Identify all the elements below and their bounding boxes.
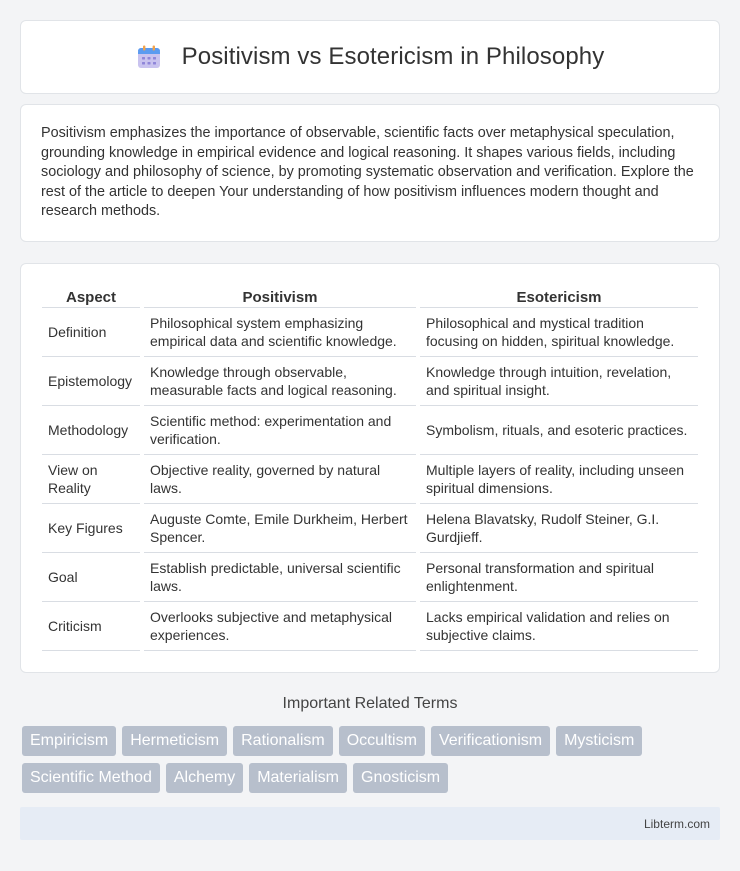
- row-aspect: Goal: [42, 553, 140, 602]
- calendar-icon: [136, 44, 162, 70]
- header-positivism: Positivism: [144, 284, 416, 308]
- comparison-card: [20, 263, 720, 673]
- related-terms-list: [22, 726, 722, 793]
- row-positivism: Philosophical system emphasizing empirical data and scientific knowledge.: [144, 308, 416, 357]
- footer-site-link[interactable]: Libterm.com: [643, 817, 710, 831]
- row-positivism: Objective reality, governed by natural laws.: [144, 455, 416, 504]
- footer: [20, 807, 720, 840]
- row-aspect: View on Reality: [42, 455, 140, 504]
- row-esotericism: Personal transformation and spiritual enlightenment.: [420, 553, 698, 602]
- row-esotericism: Philosophical and mystical tradition focusing on hidden, spiritual knowledge.: [420, 308, 698, 357]
- row-aspect: Epistemology: [42, 357, 140, 406]
- related-terms-heading: Important Related Terms: [282, 695, 458, 712]
- row-positivism: Knowledge through observable, measurable facts and logical reasoning.: [144, 357, 416, 406]
- row-aspect: Definition: [42, 308, 140, 357]
- tag-materialism[interactable]: Materialism: [249, 763, 347, 793]
- row-esotericism: Symbolism, rituals, and esoteric practices.: [420, 406, 698, 455]
- row-aspect: Criticism: [42, 602, 140, 651]
- intro-card: [20, 104, 720, 242]
- row-aspect: Methodology: [42, 406, 140, 455]
- table-row: [42, 308, 698, 357]
- row-esotericism: Lacks empirical validation and relies on subjective claims.: [420, 602, 698, 651]
- table-row: [42, 553, 698, 602]
- tag-hermeticism[interactable]: Hermeticism: [122, 726, 227, 756]
- tag-mysticism[interactable]: Mysticism: [556, 726, 642, 756]
- tag-gnosticism[interactable]: Gnosticism: [353, 763, 448, 793]
- row-aspect: Key Figures: [42, 504, 140, 553]
- table-row: [42, 406, 698, 455]
- tag-scientific-method[interactable]: Scientific Method: [22, 763, 160, 793]
- table-row: [42, 455, 698, 504]
- tag-alchemy[interactable]: Alchemy: [166, 763, 243, 793]
- intro-paragraph: Positivism emphasizes the importance of observable, scientific facts over metaphysical speculation, grounding knowledge in empirical evidence and logical reasoning. It shapes various fields, including sociology and philosophy of science, by promoting systematic observation and verification. Explore the rest of the article to deepen Your understanding of how positivism influences modern thought and research methods.: [41, 125, 694, 219]
- header-aspect: Aspect: [42, 284, 140, 308]
- table-row: [42, 357, 698, 406]
- table-row: [42, 602, 698, 651]
- tag-empiricism[interactable]: Empiricism: [22, 726, 116, 756]
- row-positivism: Scientific method: experimentation and verification.: [144, 406, 416, 455]
- row-positivism: Establish predictable, universal scientific laws.: [144, 553, 416, 602]
- tag-rationalism[interactable]: Rationalism: [233, 726, 333, 756]
- comparison-table: [38, 284, 702, 651]
- page-title: Positivism vs Esotericism in Philosophy: [181, 43, 605, 70]
- header-esotericism: Esotericism: [420, 284, 698, 308]
- row-positivism: Overlooks subjective and metaphysical experiences.: [144, 602, 416, 651]
- table-header-row: [42, 284, 698, 308]
- row-esotericism: Knowledge through intuition, revelation, and spiritual insight.: [420, 357, 698, 406]
- row-positivism: Auguste Comte, Emile Durkheim, Herbert Spencer.: [144, 504, 416, 553]
- row-esotericism: Multiple layers of reality, including unseen spiritual dimensions.: [420, 455, 698, 504]
- tag-verificationism[interactable]: Verificationism: [431, 726, 550, 756]
- table-row: [42, 504, 698, 553]
- tag-occultism[interactable]: Occultism: [339, 726, 425, 756]
- header-card: [20, 20, 720, 94]
- row-esotericism: Helena Blavatsky, Rudolf Steiner, G.I. Gurdjieff.: [420, 504, 698, 553]
